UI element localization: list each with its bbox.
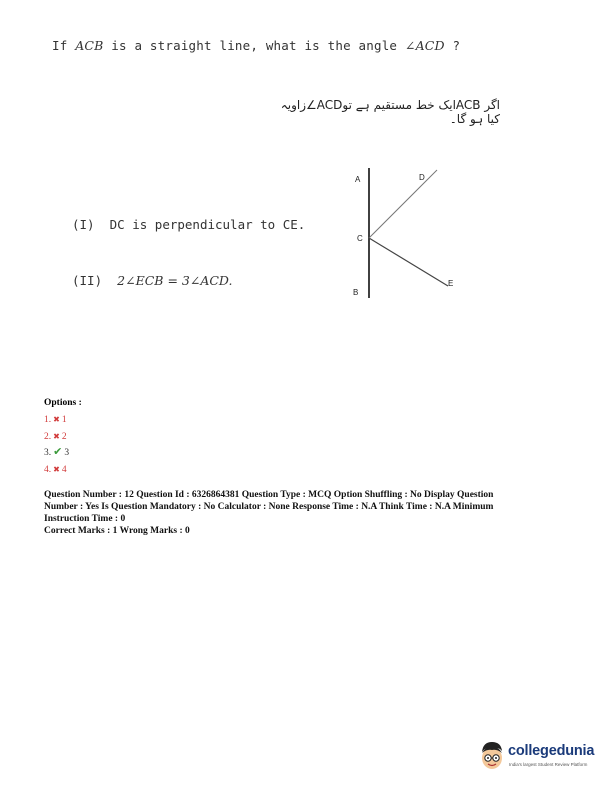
geometry-diagram bbox=[340, 160, 470, 305]
point-b-label: B bbox=[353, 288, 359, 297]
options-title: Options : bbox=[44, 398, 82, 408]
brand-name: collegedunia bbox=[508, 743, 595, 759]
question-english bbox=[52, 38, 460, 53]
option-4 bbox=[44, 462, 82, 479]
question-text-mid: is a straight line, what is the angle bbox=[103, 38, 405, 53]
question-metadata bbox=[44, 489, 564, 537]
statement-2 bbox=[72, 273, 232, 288]
meta-line-4: Correct Marks : 1 Wrong Marks : 0 bbox=[44, 526, 190, 536]
option-1-value: 1 bbox=[61, 415, 67, 425]
statement-1-text: DC is perpendicular to CE. bbox=[109, 217, 306, 232]
brand-tagline: India's largest Student Review Platform bbox=[509, 762, 588, 767]
line-acb-label: ACB bbox=[75, 38, 104, 53]
check-icon: ✔ bbox=[53, 446, 63, 458]
cross-icon: ✖ bbox=[53, 464, 60, 474]
option-2-value: 2 bbox=[61, 431, 67, 442]
cross-icon: ✖ bbox=[53, 415, 60, 424]
option-3-number: 3. bbox=[44, 448, 52, 458]
meta-line-2: Number : Yes Is Question Mandatory : No Calculator : None Response Time : N.A Think Time : N.A Minimum bbox=[44, 502, 494, 512]
option-3 bbox=[44, 445, 82, 462]
meta-line-1: Question Number : 12 Question Id : 6326864381 Question Type : MCQ Option Shuffling : No Display Question bbox=[44, 490, 494, 500]
point-a-label: A bbox=[355, 175, 361, 184]
statement-2-text: 2∠ECB = 3∠ACD. bbox=[117, 273, 233, 288]
question-urdu: اگر ACBایک خط مستقیم ہے توACD∠زاویہ کیا ہو گا۔ bbox=[280, 98, 500, 126]
point-e-label: E bbox=[448, 279, 454, 288]
ray-ce bbox=[369, 238, 448, 286]
ray-cd bbox=[369, 170, 437, 238]
statement-1 bbox=[72, 217, 305, 232]
brand-logo bbox=[477, 738, 605, 774]
options-block bbox=[44, 398, 82, 478]
option-2 bbox=[44, 429, 82, 446]
cross-icon: ✖ bbox=[53, 431, 60, 441]
angle-acd-label: ∠ACD bbox=[404, 38, 445, 53]
point-c-label: C bbox=[357, 234, 363, 243]
statement-2-number: (II) bbox=[72, 273, 103, 288]
option-3-value: 3 bbox=[64, 448, 70, 458]
option-2-number: 2. bbox=[44, 431, 52, 442]
option-4-value: 4 bbox=[61, 464, 67, 475]
option-4-number: 4. bbox=[44, 464, 52, 475]
statement-1-number: (I) bbox=[72, 217, 95, 232]
option-1 bbox=[44, 412, 82, 429]
point-d-label: D bbox=[419, 173, 425, 182]
mascot-icon bbox=[477, 738, 507, 774]
question-text-pre: If bbox=[52, 38, 76, 53]
option-1-number: 1. bbox=[44, 415, 52, 425]
meta-line-3: Instruction Time : 0 bbox=[44, 514, 126, 524]
question-text-post: ? bbox=[444, 38, 461, 53]
